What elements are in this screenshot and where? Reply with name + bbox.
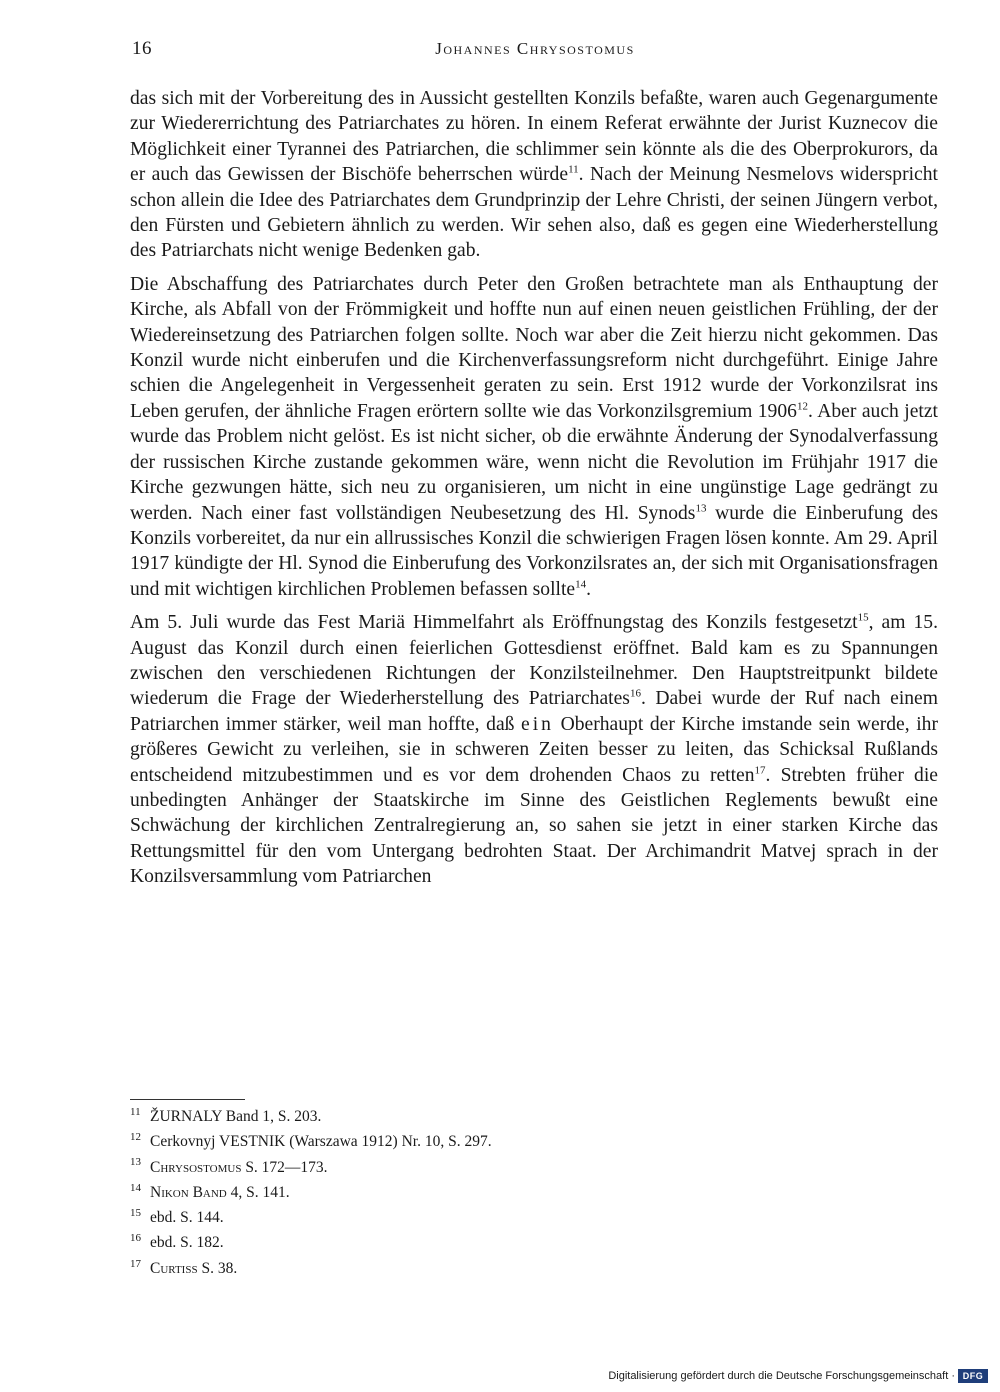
paragraph: [130, 272, 938, 602]
funding-text: Digitalisierung gefördert durch die Deutsche Forschungsgemeinschaft ·: [608, 1370, 955, 1382]
text-run: . Nach der Meinung Nesmelovs widerspricht schon allein die Idee des Patriarchates dem Grundprinzip der Lehre Christi, der seinen Jüngern verbot, den Fürsten und Gebietern ähnlich zu werden. Wir sehen also, daß es gegen eine Wiederherstellung des Patriarchats nicht wenige Bedenken gab.: [130, 164, 938, 262]
footnote-text: Nikon Band 4, S. 141.: [150, 1183, 290, 1201]
text-run: . Strebten früher die unbedingten Anhänger der Staatskirche im Sinne des Geistlichen Reglements bewußt eine Schwächung der kirchlichen Zentralregierung an, so sahen sie jetzt in einer starken Kirche das Rettungsmittel für den vom Untergang bedrohten Staat. Der Archimandrit Matvej sprach in der Konzilsversammlung vom Patriarchen: [130, 764, 938, 888]
footnote-item: $^{11}$ ŽURNALY Band 1, S. 203.: [130, 1105, 322, 1125]
footnote-ref: 11: [568, 163, 579, 176]
text-run: Oberhaupt der Kirche imstande sein werde, ihr größeres Gewicht zu verleihen, sie in schweren Zeiten besser zu leiten, das Schicksal Rußlands entscheidend mitzubestimmen und es vor dem drohenden Chaos zu retten: [130, 713, 938, 786]
footnote-text: Cerkovnyj VESTNIK (Warszawa 1912) Nr. 10, S. 297.: [150, 1133, 492, 1151]
footnote-rule: [130, 1099, 245, 1100]
footnote-item: $^{15}$ ebd. S. 144.: [130, 1207, 224, 1227]
footnote-ref: 13: [695, 501, 707, 514]
text-run: Am 5. Juli wurde das Fest Mariä Himmelfahrt als Eröffnungstag des Konzils festgesetzt: [130, 612, 858, 634]
text-run: .: [586, 578, 592, 600]
footnote-item: $^{13}$ Chrysostomus S. 172—173.: [130, 1156, 328, 1176]
footnote-ref: 12: [796, 400, 808, 413]
footnote-text: Curtiss S. 38.: [150, 1259, 238, 1277]
footnote-ref: 17: [754, 764, 766, 777]
text-run: , am 15. August das Konzil durch einen feierlichen Gottesdienst eröffnet. Bald kam es zu Spannungen zwischen den verschiedenen Richtungen der Konzilsteilnehmer. Den Hauptstreitpunkt bildete wiederum die Frage der Wiederherstellung des Patriarchates: [130, 612, 938, 710]
paragraph: [130, 86, 938, 264]
dfg-logo-icon: DFG: [958, 1369, 988, 1383]
footnote-text: ŽURNALY Band 1, S. 203.: [150, 1108, 322, 1125]
body-text: [130, 86, 938, 898]
footnote-ref: 15: [857, 611, 869, 624]
text-run: das sich mit der Vorbereitung des in Aussicht gestellten Konzils befaßte, waren auch Gegenargumente zur Wiedererrichtung des Patriarchates zu hören. In einem Referat erwähnte der Jurist Kuznecov die Möglichkeit einer Tyrannei des Patriarchen, die schlimmer sein könnte als die des Oberprokurors, da er auch das Gewissen der Bischöfe beherrschen würde: [130, 88, 938, 186]
page-header: [132, 38, 938, 66]
text-run: wurde die Einberufung des Konzils vorbereitet, da nur ein allrussisches Konzil die schwierigen Fragen lösen konnte. Am 29. April 1917 kündigte der Hl. Synod die Einberufung des Vorkonzilsrates an, der sich mit Organisationsfragen und mit wichtigen kirchlichen Problemen befassen sollte: [130, 502, 938, 600]
funding-notice: [608, 1366, 988, 1386]
running-title: Johannes Chrysostomus: [435, 39, 635, 58]
paragraph: [130, 610, 938, 889]
footnotes: [130, 1104, 830, 1281]
page-number: 16: [132, 38, 152, 59]
footnote-ref: 14: [575, 578, 587, 591]
footnote-item: $^{17}$ Curtiss S. 38.: [130, 1257, 238, 1277]
footnote-text: ebd. S. 182.: [150, 1234, 224, 1252]
text-run: Die Abschaffung des Patriarchates durch Peter den Großen betrachtete man als Enthauptung der Kirche, als Abfall von der Frömmigkeit und hoffte nun auf einen neuen geistlichen Frühling, der der Wiedereinsetzung des Patriarchen folgen sollte. Noch war aber die Zeit hierzu nicht gekommen. Das Konzil wurde nicht einberufen und die Kirchenverfassungsreform nicht durchgeführt. Einige Jahre schien die Angelegenheit in Vergessenheit geraten zu sein. Erst 1912 wurde der Vorkonzilsrat ins Leben gerufen, der ähnliche Fragen erörtern sollte wie das Vorkonzilsgremium 1906: [130, 273, 938, 422]
footnote-ref: 16: [629, 687, 641, 700]
footnote-text: ebd. S. 144.: [150, 1209, 224, 1227]
emphasis: ein: [521, 713, 554, 735]
footnote-item: $^{16}$ ebd. S. 182.: [130, 1232, 224, 1252]
text-run: . Dabei wurde der Ruf nach einem Patriarchen immer stärker, weil man hoffte, daß: [130, 688, 938, 735]
text-run: . Aber auch jetzt wurde das Problem nicht gelöst. Es ist nicht sicher, ob die erwähnte Änderung der Synodalverfassung der russischen Kirche zustande gekommen wäre, wenn nicht die Revolution im Frühjahr 1917 die Kirche gezwungen hätte, sich neu zu organisieren, um nicht in eine ungünstige Lage gedrängt zu werden. Nach einer fast vollständigen Neubesetzung des Hl. Synods: [130, 400, 938, 524]
footnote-text: Chrysostomus S. 172—173.: [150, 1158, 328, 1176]
footnote-item: $^{14}$ Nikon Band 4, S. 141.: [130, 1181, 290, 1201]
footnote-item: $^{12}$ Cerkovnyj VESTNIK (Warszawa 1912) Nr. 10, S. 297.: [130, 1131, 492, 1151]
